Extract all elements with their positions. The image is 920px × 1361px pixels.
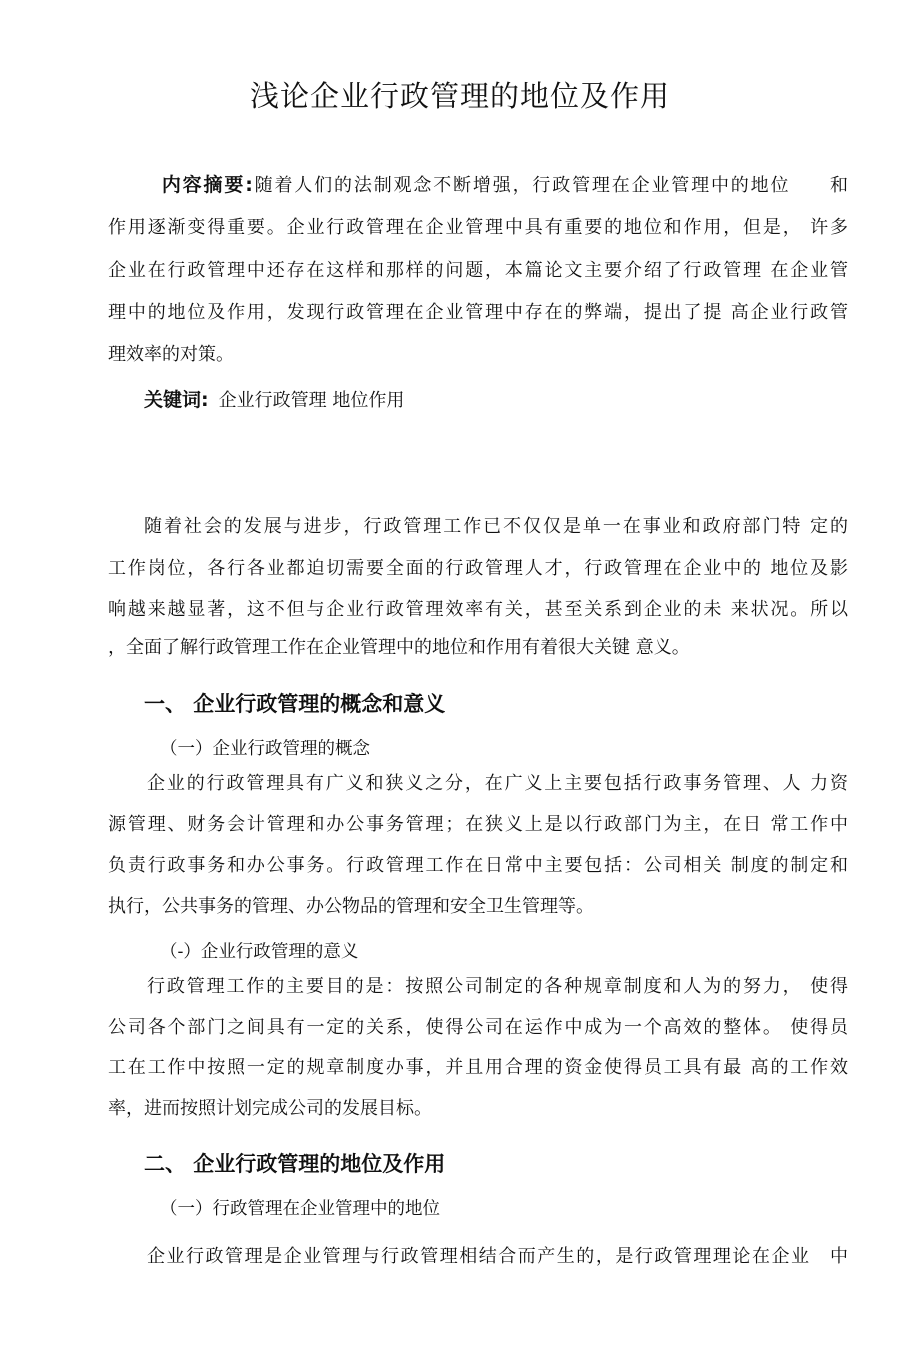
section-2-heading: 二、 企业行政管理的地位及作用 [144, 1152, 446, 1176]
abstract-line-4: 理中的地位及作用，发现行政管理在企业管理中存在的弊端，提出了提 高企业行政管 [108, 302, 848, 323]
abstract-label: 内容摘要: [160, 174, 253, 196]
intro-line-3: 响越来越显著，这不但与企业行政管理效率有关，甚至关系到企业的未 来状况。所以 [108, 599, 848, 620]
abstract-line-2: 作用逐渐变得重要。企业行政管理在企业管理中具有重要的地位和作用，但是， 许多 [108, 217, 848, 238]
abstract-line-5: 理效率的对策。 [108, 344, 234, 365]
section-1-sub-1: （一）企业行政管理的概念 [160, 739, 370, 759]
intro-line-2: 工作岗位，各行各业都迫切需要全面的行政管理人才，行政管理在企业中的 地位及影 [108, 558, 848, 579]
abstract-line-1 [108, 176, 848, 195]
intro-line-4: ，全面了解行政管理工作在企业管理中的地位和作用有着很大关键 意义。 [108, 637, 690, 658]
s1-para2-line-3: 工在工作中按照一定的规章制度办事，并且用合理的资金使得员工具有最 高的工作效 [108, 1057, 848, 1078]
s1-para1-line-1: 企业的行政管理具有广义和狭义之分，在广义上主要包括行政事务管理、人 力资 [147, 773, 848, 794]
keywords-line [144, 391, 404, 410]
section-2-sub-1: （一）行政管理在企业管理中的地位 [160, 1199, 440, 1219]
s1-para1-line-3: 负责行政事务和办公事务。行政管理工作在日常中主要包括：公司相关 制度的制定和 [108, 855, 848, 876]
s1-para2-line-2: 公司各个部门之间具有一定的关系，使得公司在运作中成为一个高效的整体。 使得员 [108, 1017, 848, 1038]
keywords-label: 关键词: [144, 389, 209, 411]
intro-line-1: 随着社会的发展与进步，行政管理工作已不仅仅是单一在事业和政府部门特 定的 [144, 516, 848, 537]
abstract-line-3: 企业在行政管理中还存在这样和那样的问题，本篇论文主要介绍了行政管理 在企业管 [108, 260, 848, 281]
keywords-text: 企业行政管理 地位作用 [218, 390, 405, 411]
abstract-text-1: 随着人们的法制观念不断增强，行政管理在企业管理中的地位 和 [252, 175, 849, 196]
section-1-heading: 一、 企业行政管理的概念和意义 [144, 692, 446, 716]
s1-para2-line-4: 率，进而按照计划完成公司的发展目标。 [108, 1098, 432, 1119]
s1-para1-line-4: 执行，公共事务的管理、办公物品的管理和安全卫生管理等。 [108, 896, 594, 917]
document-title: 浅论企业行政管理的地位及作用 [249, 79, 670, 113]
s1-para1-line-2: 源管理、财务会计管理和办公事务管理；在狭义上是以行政部门为主，在日 常工作中 [108, 814, 848, 835]
section-1-sub-2: （-）企业行政管理的意义 [160, 942, 359, 962]
s1-para2-line-1: 行政管理工作的主要目的是：按照公司制定的各种规章制度和人为的努力， 使得 [147, 976, 848, 997]
s2-para1-line-1: 企业行政管理是企业管理与行政管理相结合而产生的，是行政管理理论在企业 中 [147, 1246, 848, 1267]
